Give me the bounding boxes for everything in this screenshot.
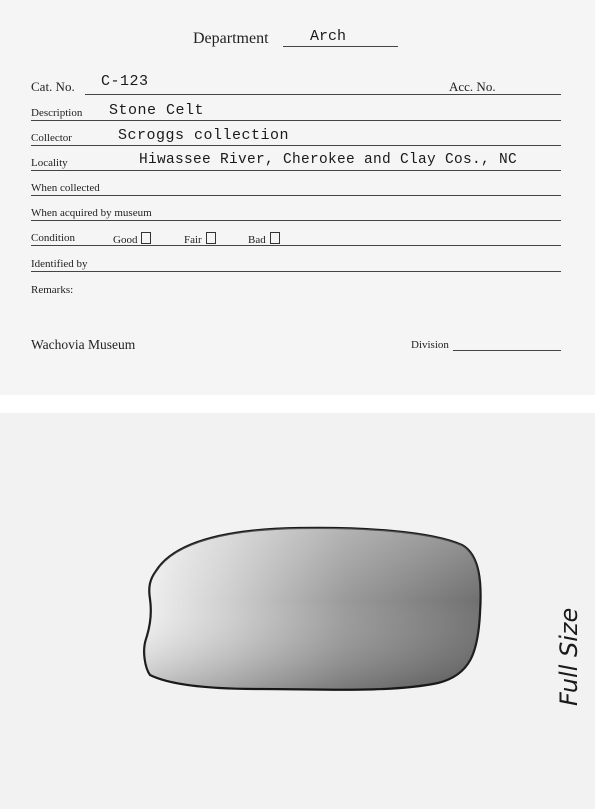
condition-bad-checkbox [270,232,280,244]
acc-no-label: Acc. No. [449,79,496,94]
cat-no-value: C-123 [101,73,149,90]
locality-label: Locality [31,157,68,169]
when-acquired-label: When acquired by museum [31,207,152,219]
condition-label: Condition [31,232,76,244]
condition-fair-checkbox [206,232,216,244]
when-collected-rule [31,195,561,196]
department-value: Arch [310,28,347,45]
condition-good [113,232,151,246]
celt-shading [144,528,480,690]
locality-value: Hiwassee River, Cherokee and Clay Cos., NC [139,152,518,168]
full-size-caption [548,560,588,710]
description-label: Description [31,107,83,119]
condition-fair [184,232,216,246]
condition-rule [31,245,561,246]
drawing-card [0,413,595,809]
museum-name: Wachovia Museum [31,337,136,352]
condition-fair-label: Fair [184,234,202,246]
condition-good-label: Good [113,234,138,246]
identified-by-label: Identified by [31,258,88,270]
full-size-text: Full Size [555,607,583,706]
condition-good-checkbox [141,232,151,244]
remarks-label: Remarks: [31,284,74,296]
department-label: Department [193,30,269,47]
description-rule [31,120,561,121]
when-acquired-rule [31,220,561,221]
locality-rule [31,170,561,171]
department-rule [283,46,398,47]
condition-bad [248,232,280,246]
condition-bad-label: Bad [248,234,266,246]
catalog-card [0,0,595,395]
cat-no-rule [85,94,561,95]
collector-label: Collector [31,132,72,144]
collector-value: Scroggs collection [118,127,290,144]
identified-by-rule [31,271,561,272]
division-label: Division [411,339,449,351]
collector-rule [31,145,561,146]
division-rule [453,350,561,351]
stone-celt-drawing [0,413,595,809]
when-collected-label: When collected [31,182,100,194]
cat-no-label: Cat. No. [31,79,75,94]
description-value: Stone Celt [109,102,205,119]
